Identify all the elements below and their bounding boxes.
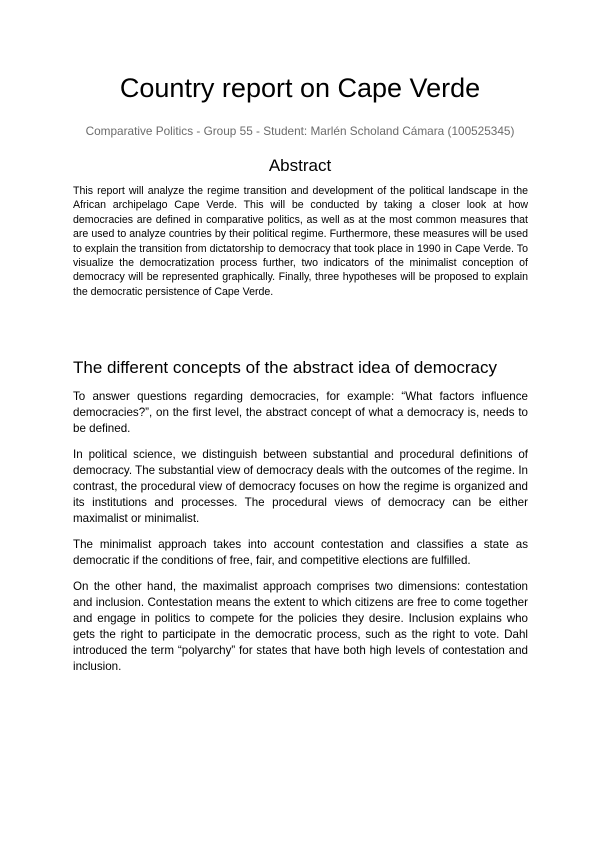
abstract-text: This report will analyze the regime transition and development of the political landscape in the African archipelago Cape Verde. This will be conducted by taking a closer look at how democracies are defined in comparative politics, as well as at the most common measures that are used to analyze countries by their political regime. Furthermore, these measures will be used to explain the transition from dictatorship to democracy that took place in 1990 in Cape Verde. To visualize the democratization process further, two indicators of the minimalist conception of democracy will be represented graphically. Finally, three hypotheses will be proposed to explain the democratic persistence of Cape Verde. (73, 185, 528, 298)
paragraph: In political science, we distinguish between substantial and procedural definitions of democracy. The substantial view of democracy deals with the outcomes of the regime. In contrast, the procedural view of democracy focuses on how the regime is organized and its institutions and processes. The procedural views of democracy can be either maximalist or minimalist. (73, 448, 528, 525)
section-body (73, 389, 528, 685)
paragraph: To answer questions regarding democracies, for example: “What factors influence democracies?”, on the first level, the abstract concept of what a democracy is, needs to be defined. (73, 390, 528, 435)
document-subtitle: Comparative Politics - Group 55 - Student: Marlén Scholand Cámara (100525345) (85, 124, 515, 138)
abstract-heading: Abstract (268, 156, 332, 175)
document-title: Country report on Cape Verde (119, 73, 481, 103)
paragraph: On the other hand, the maximalist approach comprises two dimensions: contestation and inclusion. Contestation means the extent to which citizens are free to come together and engage in politics to compete for the policies they desire. Inclusion explains who gets the right to participate in the democratic process, such as the right to vote. Dahl introduced the term “polyarchy” for states that have both high levels of contestation and inclusion. (73, 580, 528, 673)
section-heading: The different concepts of the abstract idea of democracy (73, 358, 497, 377)
paragraph: The minimalist approach takes into account contestation and classifies a state as democratic if the conditions of free, fair, and competitive elections are fulfilled. (73, 538, 528, 567)
